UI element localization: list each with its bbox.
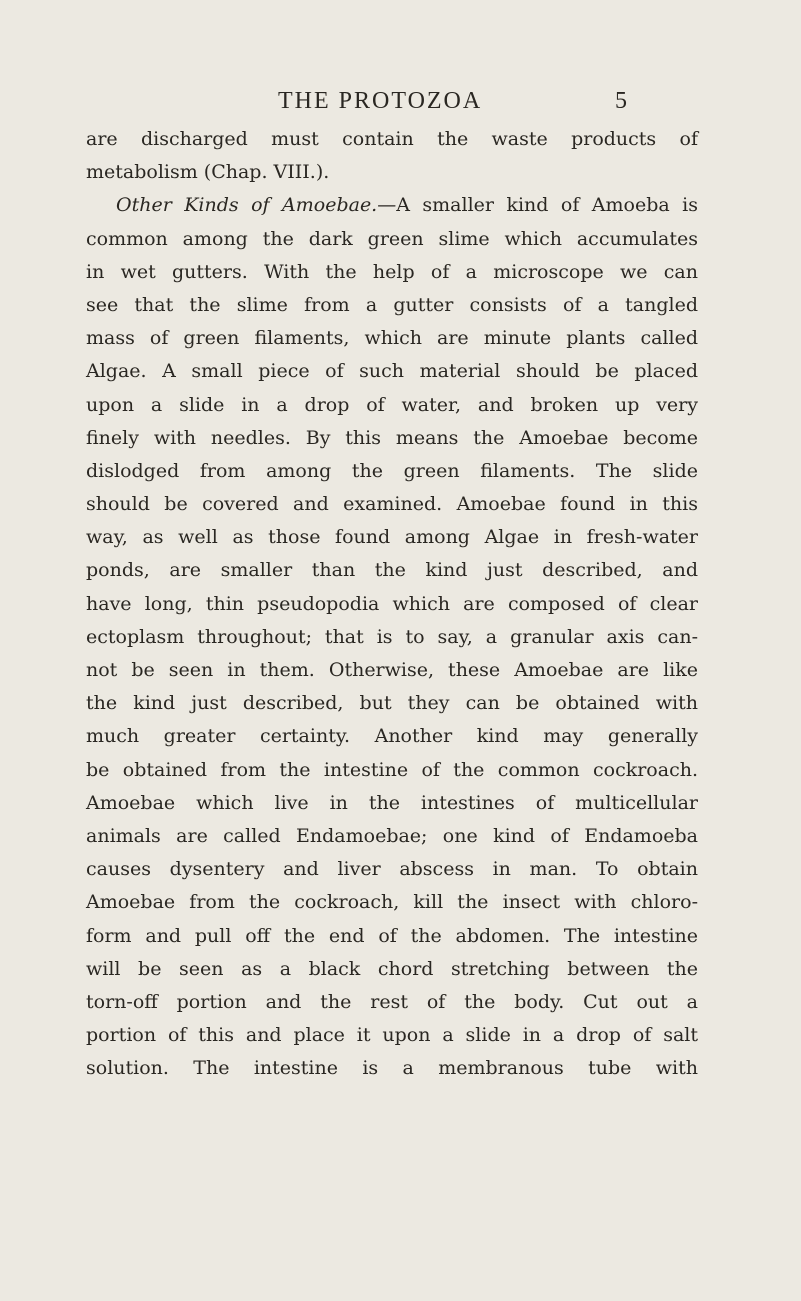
text-line: ectoplasm throughout; that is to say, a granular axis can- [86, 625, 698, 648]
text-line: much greater certainty. Another kind may generally [86, 725, 698, 748]
text-line: Amoebae which live in the intestines of multicellular [86, 791, 698, 814]
text-line: Algae. A small piece of such material should be placed [86, 360, 698, 383]
text-line: in wet gutters. With the help of a microscope we can [86, 260, 698, 283]
text-line: common among the dark green slime which accumulates [86, 227, 698, 250]
text-line: upon a slide in a drop of water, and broken up very [86, 393, 698, 416]
text-line: Amoebae from the cockroach, kill the insect with chloro- [86, 891, 698, 914]
running-head: THE PROTOZOA [278, 88, 483, 114]
text-line: are discharged must contain the waste products of [86, 128, 698, 150]
text-line: portion of this and place it upon a slide in a drop of salt [86, 1024, 698, 1047]
page-number: 5 [615, 88, 627, 114]
text-line: dislodged from among the green filaments. The slide [86, 459, 698, 482]
text-line: not be seen in them. Otherwise, these Amoebae are like [86, 659, 698, 681]
text-line: solution. The intestine is a membranous tube with [86, 1057, 698, 1080]
section-first-line [86, 189, 698, 222]
text-line: way, as well as those found among Algae in fresh-water [86, 526, 698, 549]
text-line: causes dysentery and liver abscess in man. To obtain [86, 858, 698, 881]
text-line: animals are called Endamoebae; one kind of Endamoeba [86, 824, 698, 847]
text-line: form and pull off the end of the abdomen. The intestine [86, 924, 698, 947]
text-line: metabolism (Chap. VIII.). [86, 161, 330, 184]
text-line: mass of green filaments, which are minute plants called [86, 327, 698, 350]
text-line: have long, thin pseudopodia which are composed of clear [86, 592, 698, 615]
text-line: be obtained from the intestine of the common cockroach. [86, 758, 698, 781]
text-line: finely with needles. By this means the Amoebae become [86, 426, 698, 449]
text-line: the kind just described, but they can be obtained with [86, 692, 698, 715]
text-line: torn-off portion and the rest of the body. Cut out a [86, 990, 698, 1013]
paragraph-other-kinds [86, 189, 698, 1085]
section-first-line-text: —A smaller kind of Amoeba is [377, 194, 698, 217]
body-text [86, 123, 698, 1085]
section-heading: Other Kinds of Amoebae. [116, 194, 378, 217]
text-line: ponds, are smaller than the kind just described, and [86, 559, 698, 582]
page-header [0, 85, 801, 121]
text-line: will be seen as a black chord stretching between the [86, 957, 698, 980]
paragraph-continuation [86, 123, 698, 189]
text-line: should be covered and examined. Amoebae found in this [86, 493, 698, 516]
text-line: see that the slime from a gutter consists of a tangled [86, 293, 698, 316]
